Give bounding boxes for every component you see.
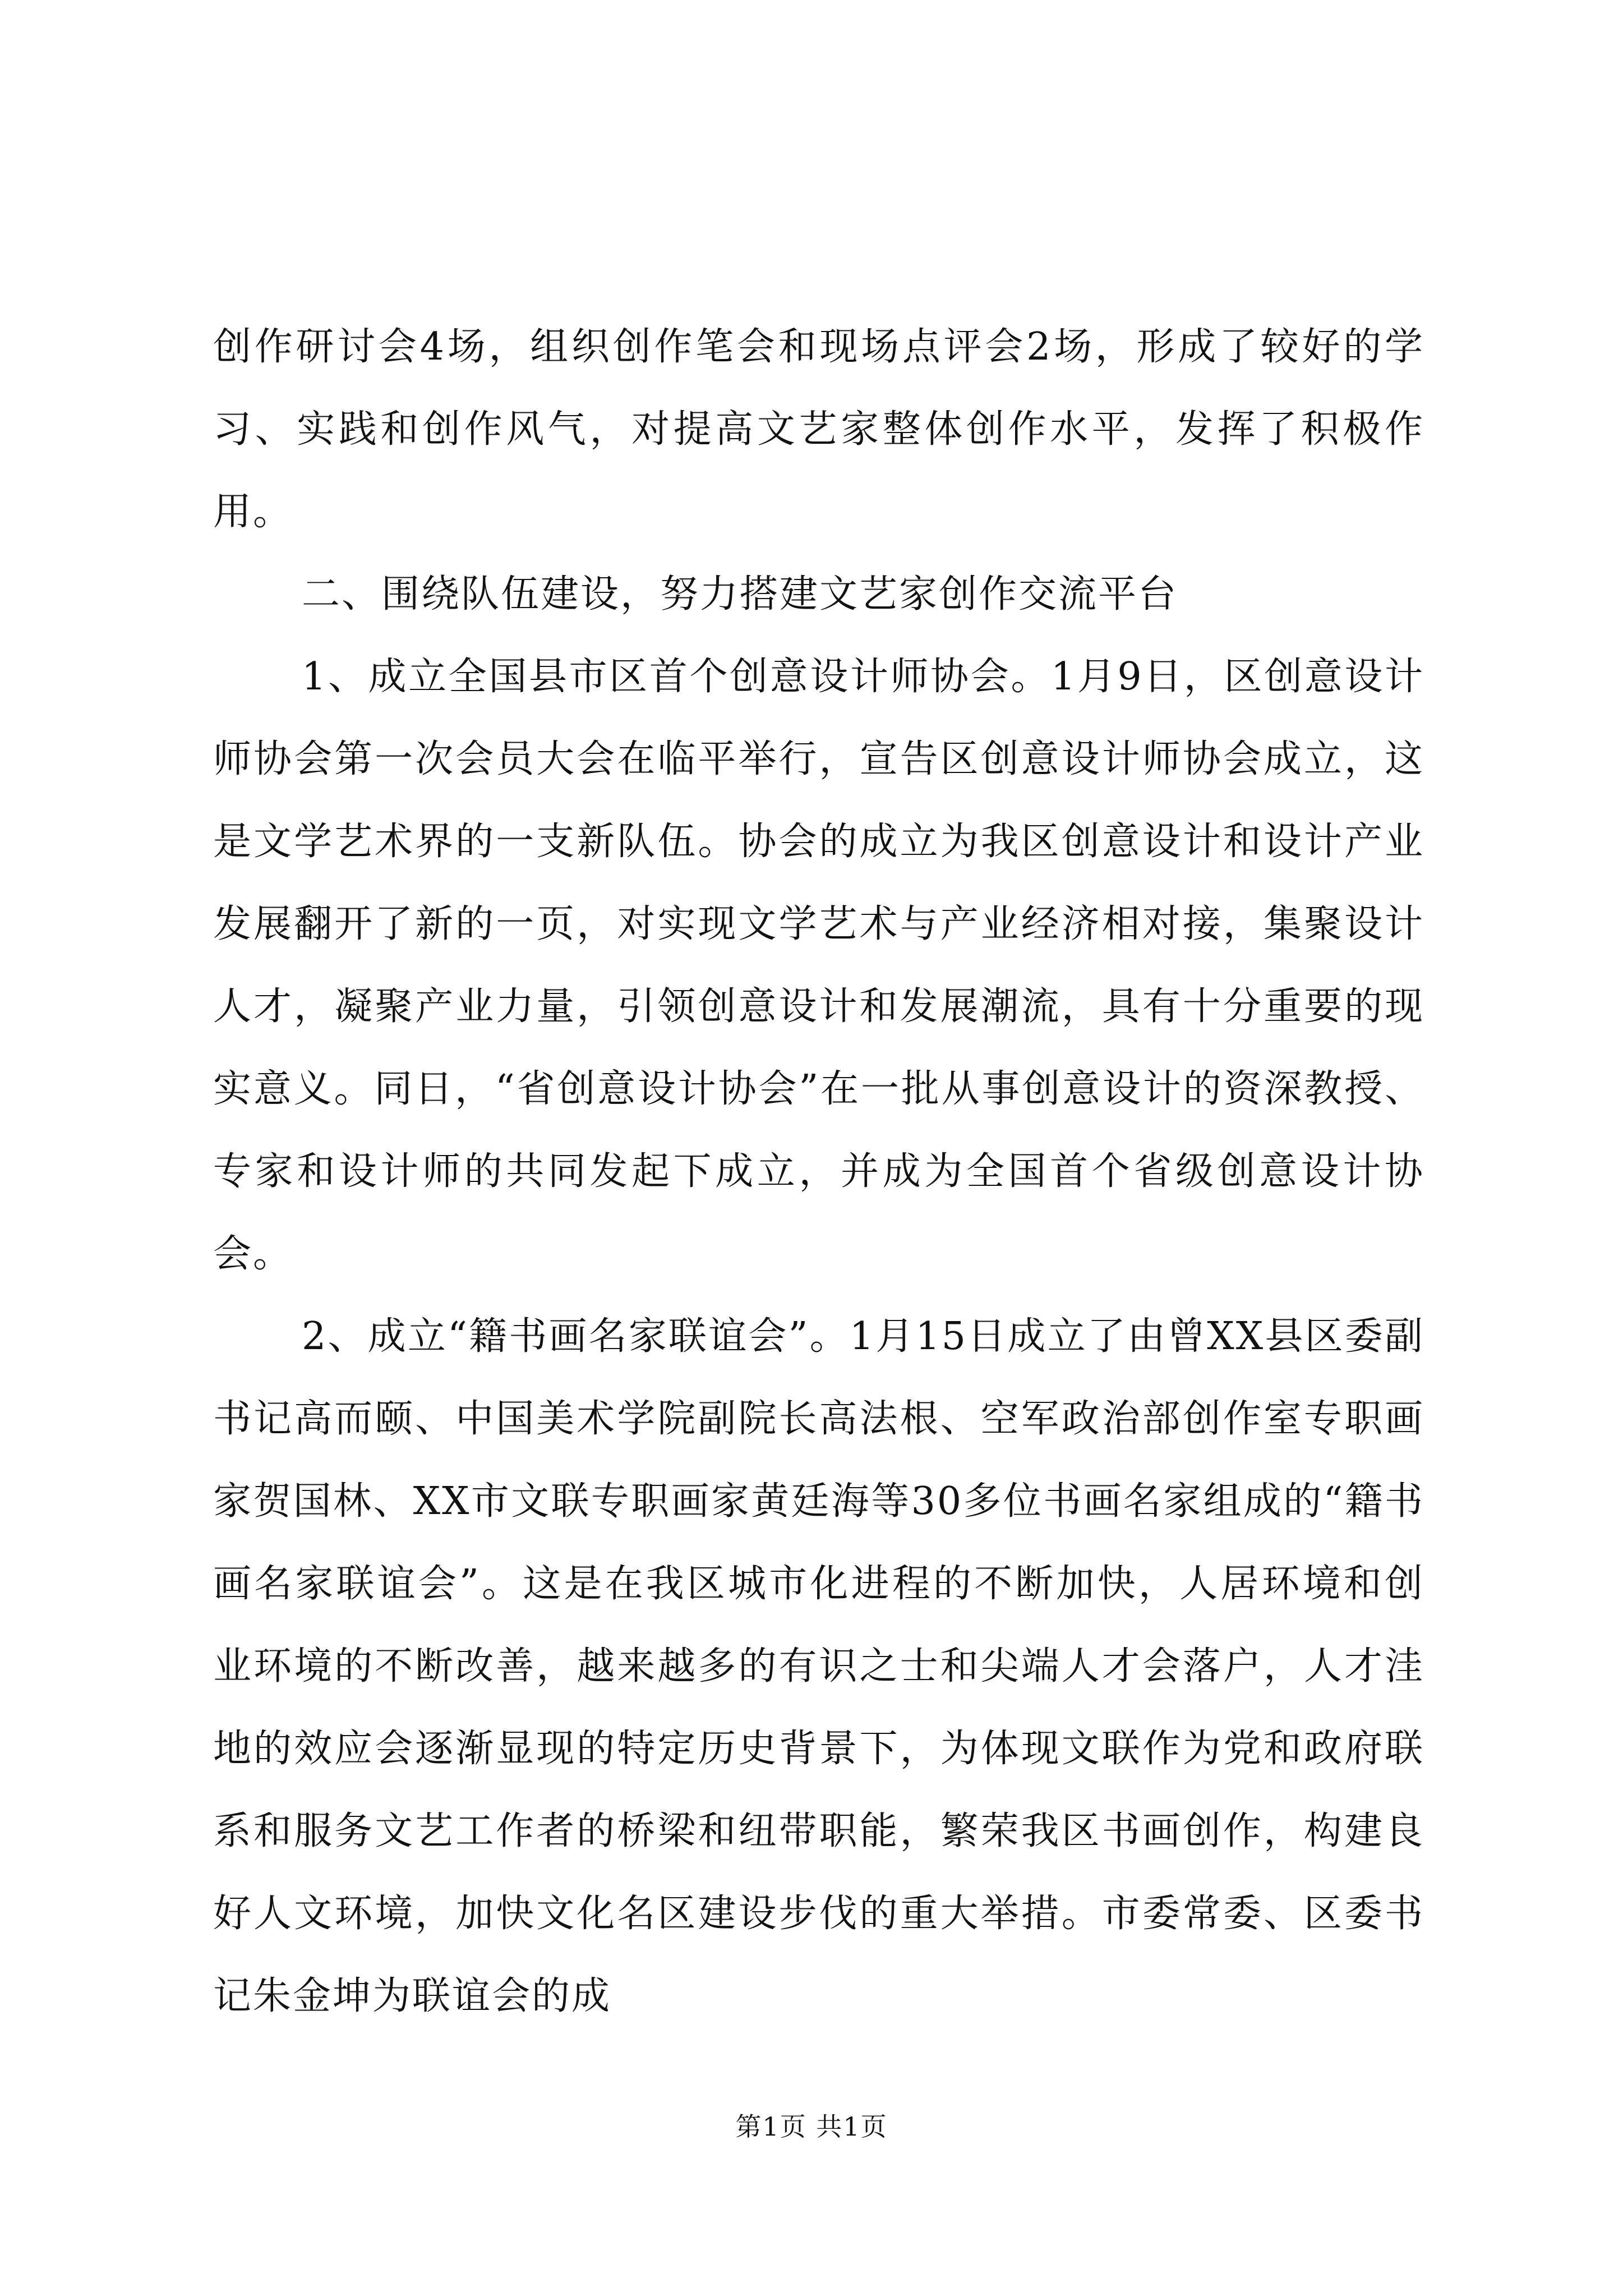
paragraph-item-1: 1、成立全国县市区首个创意设计师协会。1月9日，区创意设计师协会第一次会员大会在临平举行，宣告区创意设计师协会成立，这是文学艺术界的一支新队伍。协会的成立为我区创意设计和设计产业发展翻开了新的一页，对实现文学艺术与产业经济相对接，集聚设计人才，凝聚产业力量，引领创意设计和发展潮流，具有十分重要的现实意义。同日，“省创意设计协会”在一批从事创意设计的资深教授、专家和设计师的共同发起下成立，并成为全国首个省级创意设计协会。 (213, 655, 1424, 1276)
section-heading: 二、围绕队伍建设，努力搭建文艺家创作交流平台 (302, 572, 1178, 616)
paragraph-continuation: 创作研讨会4场，组织创作笔会和现场点评会2场，形成了较好的学习、实践和创作风气，对提高文艺家整体创作水平，发挥了积极作用。 (213, 325, 1424, 534)
paragraph-item-2: 2、成立“籍书画名家联谊会”。1月15日成立了由曾XX县区委副书记高而颐、中国美术学院副院长高法根、空军政治部创作室专职画家贺国林、XX市文联专职画家黄廷海等30多位书画名家组成的“籍书画名家联谊会”。这是在我区城市化进程的不断加快，人居环境和创业环境的不断改善，越来越多的有识之士和尖端人才会落户，人才洼地的效应会逐渐显现的特定历史背景下，为体现文联作为党和政府联系和服务文艺工作者的桥梁和纽带职能，繁荣我区书画创作，构建良好人文环境，加快文化名区建设步伐的重大举措。市委常委、区委书记朱金坤为联谊会的成 (213, 1314, 1424, 2018)
document-body (213, 306, 1424, 2037)
page-footer: 第1页 共1页 (735, 2111, 888, 2142)
